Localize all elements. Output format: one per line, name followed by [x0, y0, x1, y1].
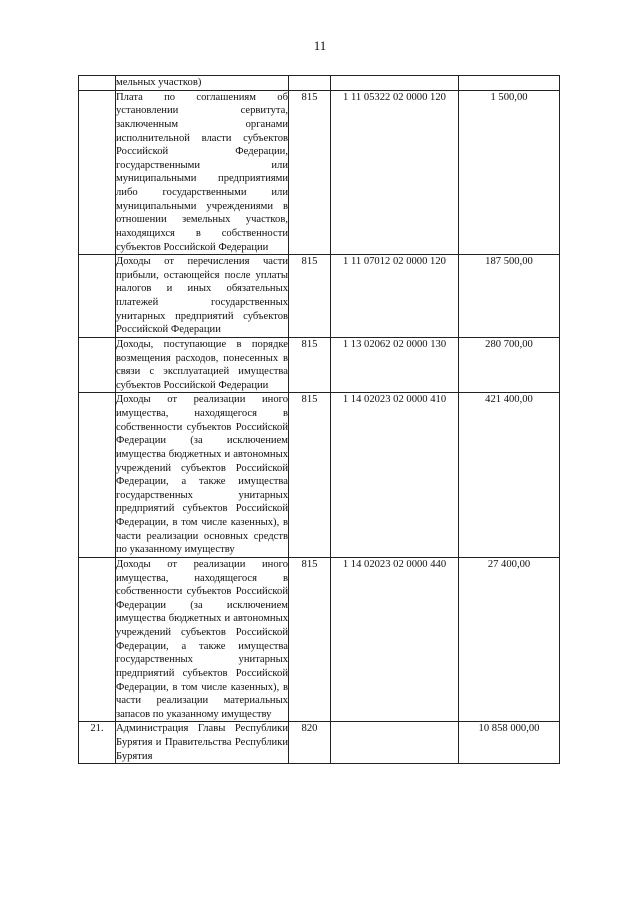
row-number-cell	[79, 76, 116, 91]
revenue-name-cell: Плата по соглашениям об установлении сервитута, заключенным органами исполнительной власти субъектов Российской Федерации, государственными или муниципальными предприятиями либо государственными или муниципальными учреждениями в отношении земельных участков, находящихся в собственности субъектов Российской Федерации	[116, 90, 289, 255]
admin-code-cell: 820	[289, 722, 331, 764]
row-number-cell: 21.	[79, 722, 116, 764]
revenue-name-cell: Доходы, поступающие в порядке возмещения расходов, понесенных в связи с эксплуатацией имущества субъектов Российской Федерации	[116, 337, 289, 393]
table-row	[79, 722, 560, 764]
revenue-name-cell: Доходы от реализации иного имущества, находящегося в собственности субъектов Российской Федерации (за исключением имущества бюджетных и автономных учреждений субъектов Российской Федерации, а также имущества государственных унитарных предприятий субъектов Российской Федерации, в том числе казенных), в части реализации основных средств по указанному имуществу	[116, 393, 289, 558]
revenue-name-cell: Доходы от реализации иного имущества, находящегося в собственности субъектов Российской Федерации (за исключением имущества бюджетных и автономных учреждений субъектов Российской Федерации, а также имущества государственных унитарных предприятий субъектов Российской Федерации, в том числе казенных), в части реализации материальных запасов по указанному имуществу	[116, 557, 289, 722]
row-number-cell	[79, 90, 116, 255]
table-row	[79, 337, 560, 393]
budget-code-cell: 1 11 07012 02 0000 120	[331, 255, 459, 338]
amount-cell: 27 400,00	[459, 557, 560, 722]
budget-code-cell	[331, 76, 459, 91]
admin-code-cell: 815	[289, 393, 331, 558]
amount-cell: 1 500,00	[459, 90, 560, 255]
budget-code-cell: 1 14 02023 02 0000 410	[331, 393, 459, 558]
admin-code-cell: 815	[289, 557, 331, 722]
budget-code-cell: 1 11 05322 02 0000 120	[331, 90, 459, 255]
budget-code-cell: 1 14 02023 02 0000 440	[331, 557, 459, 722]
table-row	[79, 255, 560, 338]
row-number-cell	[79, 255, 116, 338]
table-row	[79, 90, 560, 255]
row-number-cell	[79, 337, 116, 393]
amount-cell: 421 400,00	[459, 393, 560, 558]
row-number-cell	[79, 557, 116, 722]
table-row	[79, 393, 560, 558]
budget-code-cell	[331, 722, 459, 764]
budget-code-cell: 1 13 02062 02 0000 130	[331, 337, 459, 393]
table-row	[79, 557, 560, 722]
row-number-cell	[79, 393, 116, 558]
amount-cell: 187 500,00	[459, 255, 560, 338]
revenue-table	[78, 75, 560, 764]
amount-cell: 10 858 000,00	[459, 722, 560, 764]
revenue-name-cell: Доходы от перечисления части прибыли, остающейся после уплаты налогов и иных обязательных платежей государственных унитарных предприятий субъектов Российской Федерации	[116, 255, 289, 338]
revenue-name-cell: мельных участков)	[116, 76, 289, 91]
amount-cell	[459, 76, 560, 91]
amount-cell: 280 700,00	[459, 337, 560, 393]
admin-code-cell	[289, 76, 331, 91]
revenue-name-cell: Администрация Главы Республики Бурятия и Правительства Республики Бурятия	[116, 722, 289, 764]
admin-code-cell: 815	[289, 90, 331, 255]
admin-code-cell: 815	[289, 255, 331, 338]
page-number: 11	[313, 38, 327, 53]
admin-code-cell: 815	[289, 337, 331, 393]
table-row	[79, 76, 560, 91]
